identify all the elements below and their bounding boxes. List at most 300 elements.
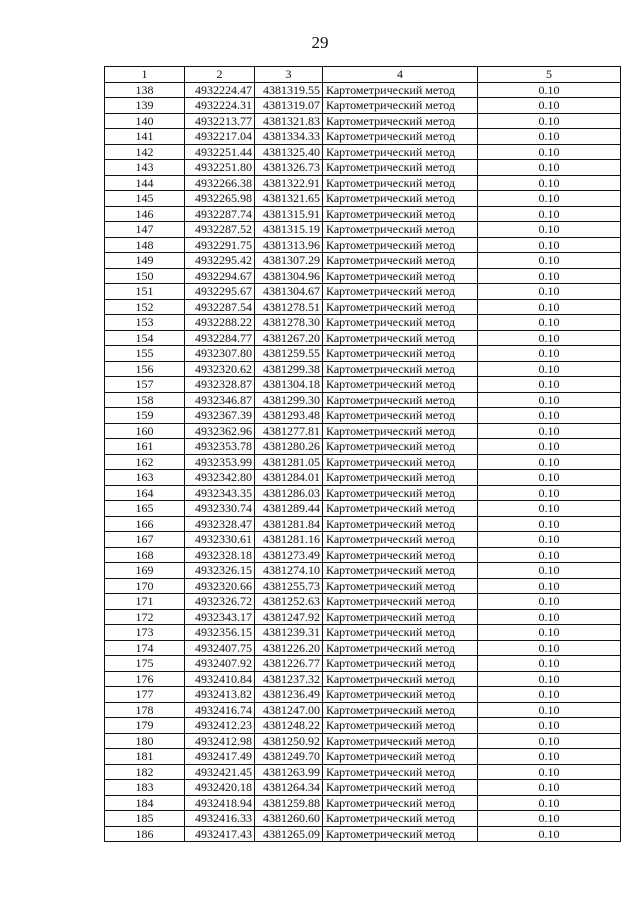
x-coordinate-cell: 4932294.67 — [185, 268, 255, 284]
accuracy-cell: 0.10 — [478, 98, 621, 114]
accuracy-cell: 0.10 — [478, 82, 621, 98]
x-coordinate-cell: 4932251.80 — [185, 160, 255, 176]
y-coordinate-cell: 4381274.10 — [255, 563, 323, 579]
x-coordinate-cell: 4932328.18 — [185, 547, 255, 563]
y-coordinate-cell: 4381250.92 — [255, 733, 323, 749]
accuracy-cell: 0.10 — [478, 516, 621, 532]
y-coordinate-cell: 4381247.92 — [255, 609, 323, 625]
y-coordinate-cell: 4381249.70 — [255, 749, 323, 765]
y-coordinate-cell: 4381226.20 — [255, 640, 323, 656]
x-coordinate-cell: 4932410.84 — [185, 671, 255, 687]
x-coordinate-cell: 4932326.15 — [185, 563, 255, 579]
table-row — [105, 439, 621, 455]
method-cell: Картометрический метод — [323, 470, 478, 486]
point-number-cell: 168 — [105, 547, 185, 563]
point-number-cell: 161 — [105, 439, 185, 455]
accuracy-cell: 0.10 — [478, 733, 621, 749]
point-number-cell: 167 — [105, 532, 185, 548]
y-coordinate-cell: 4381299.38 — [255, 361, 323, 377]
column-header: 5 — [478, 67, 621, 83]
y-coordinate-cell: 4381322.91 — [255, 175, 323, 191]
method-cell: Картометрический метод — [323, 454, 478, 470]
x-coordinate-cell: 4932307.80 — [185, 346, 255, 362]
method-cell: Картометрический метод — [323, 392, 478, 408]
y-coordinate-cell: 4381315.91 — [255, 206, 323, 222]
point-number-cell: 139 — [105, 98, 185, 114]
table-row — [105, 284, 621, 300]
x-coordinate-cell: 4932417.43 — [185, 826, 255, 842]
accuracy-cell: 0.10 — [478, 501, 621, 517]
x-coordinate-cell: 4932328.47 — [185, 516, 255, 532]
point-number-cell: 146 — [105, 206, 185, 222]
point-number-cell: 154 — [105, 330, 185, 346]
table-row — [105, 578, 621, 594]
method-cell: Картометрический метод — [323, 299, 478, 315]
x-coordinate-cell: 4932320.66 — [185, 578, 255, 594]
y-coordinate-cell: 4381321.83 — [255, 113, 323, 129]
x-coordinate-cell: 4932295.67 — [185, 284, 255, 300]
accuracy-cell: 0.10 — [478, 377, 621, 393]
method-cell: Картометрический метод — [323, 113, 478, 129]
x-coordinate-cell: 4932328.87 — [185, 377, 255, 393]
x-coordinate-cell: 4932217.04 — [185, 129, 255, 145]
accuracy-cell: 0.10 — [478, 268, 621, 284]
y-coordinate-cell: 4381325.40 — [255, 144, 323, 160]
x-coordinate-cell: 4932265.98 — [185, 191, 255, 207]
accuracy-cell: 0.10 — [478, 764, 621, 780]
accuracy-cell: 0.10 — [478, 811, 621, 827]
method-cell: Картометрический метод — [323, 206, 478, 222]
table-row — [105, 470, 621, 486]
point-number-cell: 172 — [105, 609, 185, 625]
point-number-cell: 171 — [105, 594, 185, 610]
y-coordinate-cell: 4381307.29 — [255, 253, 323, 269]
accuracy-cell: 0.10 — [478, 485, 621, 501]
point-number-cell: 142 — [105, 144, 185, 160]
method-cell: Картометрический метод — [323, 640, 478, 656]
y-coordinate-cell: 4381313.96 — [255, 237, 323, 253]
method-cell: Картометрический метод — [323, 594, 478, 610]
x-coordinate-cell: 4932295.42 — [185, 253, 255, 269]
y-coordinate-cell: 4381319.55 — [255, 82, 323, 98]
table-row — [105, 268, 621, 284]
column-header: 3 — [255, 67, 323, 83]
method-cell: Картометрический метод — [323, 129, 478, 145]
y-coordinate-cell: 4381226.77 — [255, 656, 323, 672]
accuracy-cell: 0.10 — [478, 237, 621, 253]
y-coordinate-cell: 4381267.20 — [255, 330, 323, 346]
y-coordinate-cell: 4381237.32 — [255, 671, 323, 687]
table-row — [105, 253, 621, 269]
table-row — [105, 609, 621, 625]
page-number: 29 — [311, 33, 329, 52]
accuracy-cell: 0.10 — [478, 408, 621, 424]
table-row — [105, 423, 621, 439]
method-cell: Картометрический метод — [323, 175, 478, 191]
method-cell: Картометрический метод — [323, 718, 478, 734]
y-coordinate-cell: 4381277.81 — [255, 423, 323, 439]
table-row — [105, 191, 621, 207]
accuracy-cell: 0.10 — [478, 470, 621, 486]
table-row — [105, 687, 621, 703]
method-cell: Картометрический метод — [323, 516, 478, 532]
y-coordinate-cell: 4381239.31 — [255, 625, 323, 641]
x-coordinate-cell: 4932291.75 — [185, 237, 255, 253]
table-row — [105, 160, 621, 176]
table-row — [105, 144, 621, 160]
point-number-cell: 156 — [105, 361, 185, 377]
accuracy-cell: 0.10 — [478, 191, 621, 207]
x-coordinate-cell: 4932266.38 — [185, 175, 255, 191]
table-row — [105, 749, 621, 765]
table-row — [105, 346, 621, 362]
table-row — [105, 718, 621, 734]
table-row — [105, 175, 621, 191]
accuracy-cell: 0.10 — [478, 780, 621, 796]
method-cell: Картометрический метод — [323, 191, 478, 207]
y-coordinate-cell: 4381252.63 — [255, 594, 323, 610]
point-number-cell: 150 — [105, 268, 185, 284]
point-number-cell: 145 — [105, 191, 185, 207]
y-coordinate-cell: 4381255.73 — [255, 578, 323, 594]
y-coordinate-cell: 4381278.51 — [255, 299, 323, 315]
point-number-cell: 144 — [105, 175, 185, 191]
method-cell: Картометрический метод — [323, 795, 478, 811]
method-cell: Картометрический метод — [323, 377, 478, 393]
x-coordinate-cell: 4932288.22 — [185, 315, 255, 331]
column-header: 4 — [323, 67, 478, 83]
y-coordinate-cell: 4381281.05 — [255, 454, 323, 470]
table-body — [105, 82, 621, 842]
y-coordinate-cell: 4381284.01 — [255, 470, 323, 486]
y-coordinate-cell: 4381278.30 — [255, 315, 323, 331]
y-coordinate-cell: 4381299.30 — [255, 392, 323, 408]
y-coordinate-cell: 4381259.88 — [255, 795, 323, 811]
accuracy-cell: 0.10 — [478, 656, 621, 672]
x-coordinate-cell: 4932353.78 — [185, 439, 255, 455]
x-coordinate-cell: 4932407.75 — [185, 640, 255, 656]
accuracy-cell: 0.10 — [478, 640, 621, 656]
coordinates-table — [104, 66, 621, 842]
accuracy-cell: 0.10 — [478, 749, 621, 765]
table-row — [105, 811, 621, 827]
accuracy-cell: 0.10 — [478, 222, 621, 238]
accuracy-cell: 0.10 — [478, 687, 621, 703]
table-row — [105, 392, 621, 408]
x-coordinate-cell: 4932326.72 — [185, 594, 255, 610]
method-cell: Картометрический метод — [323, 764, 478, 780]
table-row — [105, 98, 621, 114]
x-coordinate-cell: 4932224.47 — [185, 82, 255, 98]
point-number-cell: 158 — [105, 392, 185, 408]
method-cell: Картометрический метод — [323, 485, 478, 501]
table-row — [105, 594, 621, 610]
y-coordinate-cell: 4381289.44 — [255, 501, 323, 517]
table-row — [105, 563, 621, 579]
method-cell: Картометрический метод — [323, 733, 478, 749]
accuracy-cell: 0.10 — [478, 113, 621, 129]
method-cell: Картометрический метод — [323, 826, 478, 842]
y-coordinate-cell: 4381236.49 — [255, 687, 323, 703]
y-coordinate-cell: 4381315.19 — [255, 222, 323, 238]
header-row — [105, 67, 621, 83]
accuracy-cell: 0.10 — [478, 454, 621, 470]
y-coordinate-cell: 4381247.00 — [255, 702, 323, 718]
accuracy-cell: 0.10 — [478, 284, 621, 300]
point-number-cell: 169 — [105, 563, 185, 579]
method-cell: Картометрический метод — [323, 811, 478, 827]
x-coordinate-cell: 4932356.15 — [185, 625, 255, 641]
point-number-cell: 180 — [105, 733, 185, 749]
point-number-cell: 157 — [105, 377, 185, 393]
point-number-cell: 175 — [105, 656, 185, 672]
point-number-cell: 165 — [105, 501, 185, 517]
x-coordinate-cell: 4932413.82 — [185, 687, 255, 703]
accuracy-cell: 0.10 — [478, 718, 621, 734]
y-coordinate-cell: 4381273.49 — [255, 547, 323, 563]
method-cell: Картометрический метод — [323, 237, 478, 253]
point-number-cell: 140 — [105, 113, 185, 129]
point-number-cell: 182 — [105, 764, 185, 780]
accuracy-cell: 0.10 — [478, 625, 621, 641]
table-row — [105, 454, 621, 470]
accuracy-cell: 0.10 — [478, 671, 621, 687]
point-number-cell: 179 — [105, 718, 185, 734]
table-row — [105, 780, 621, 796]
method-cell: Картометрический метод — [323, 361, 478, 377]
x-coordinate-cell: 4932367.39 — [185, 408, 255, 424]
y-coordinate-cell: 4381248.22 — [255, 718, 323, 734]
point-number-cell: 159 — [105, 408, 185, 424]
point-number-cell: 164 — [105, 485, 185, 501]
y-coordinate-cell: 4381304.67 — [255, 284, 323, 300]
y-coordinate-cell: 4381260.60 — [255, 811, 323, 827]
table-row — [105, 330, 621, 346]
x-coordinate-cell: 4932420.18 — [185, 780, 255, 796]
point-number-cell: 149 — [105, 253, 185, 269]
table-row — [105, 516, 621, 532]
table-row — [105, 826, 621, 842]
x-coordinate-cell: 4932342.80 — [185, 470, 255, 486]
table-row — [105, 377, 621, 393]
method-cell: Картометрический метод — [323, 547, 478, 563]
method-cell: Картометрический метод — [323, 671, 478, 687]
accuracy-cell: 0.10 — [478, 594, 621, 610]
y-coordinate-cell: 4381304.96 — [255, 268, 323, 284]
column-header: 2 — [185, 67, 255, 83]
x-coordinate-cell: 4932343.35 — [185, 485, 255, 501]
y-coordinate-cell: 4381281.84 — [255, 516, 323, 532]
x-coordinate-cell: 4932213.77 — [185, 113, 255, 129]
table-row — [105, 795, 621, 811]
method-cell: Картометрический метод — [323, 439, 478, 455]
method-cell: Картометрический метод — [323, 609, 478, 625]
table-row — [105, 113, 621, 129]
table-row — [105, 82, 621, 98]
accuracy-cell: 0.10 — [478, 609, 621, 625]
accuracy-cell: 0.10 — [478, 346, 621, 362]
point-number-cell: 141 — [105, 129, 185, 145]
method-cell: Картометрический метод — [323, 501, 478, 517]
table-row — [105, 532, 621, 548]
table-row — [105, 222, 621, 238]
x-coordinate-cell: 4932343.17 — [185, 609, 255, 625]
y-coordinate-cell: 4381263.99 — [255, 764, 323, 780]
accuracy-cell: 0.10 — [478, 361, 621, 377]
table-row — [105, 315, 621, 331]
point-number-cell: 160 — [105, 423, 185, 439]
method-cell: Картометрический метод — [323, 532, 478, 548]
x-coordinate-cell: 4932224.31 — [185, 98, 255, 114]
method-cell: Картометрический метод — [323, 578, 478, 594]
x-coordinate-cell: 4932416.33 — [185, 811, 255, 827]
x-coordinate-cell: 4932421.45 — [185, 764, 255, 780]
column-header: 1 — [105, 67, 185, 83]
method-cell: Картометрический метод — [323, 144, 478, 160]
method-cell: Картометрический метод — [323, 268, 478, 284]
table-row — [105, 206, 621, 222]
point-number-cell: 174 — [105, 640, 185, 656]
y-coordinate-cell: 4381280.26 — [255, 439, 323, 455]
method-cell: Картометрический метод — [323, 780, 478, 796]
table-row — [105, 129, 621, 145]
y-coordinate-cell: 4381319.07 — [255, 98, 323, 114]
point-number-cell: 163 — [105, 470, 185, 486]
table-row — [105, 237, 621, 253]
point-number-cell: 185 — [105, 811, 185, 827]
x-coordinate-cell: 4932417.49 — [185, 749, 255, 765]
point-number-cell: 178 — [105, 702, 185, 718]
y-coordinate-cell: 4381334.33 — [255, 129, 323, 145]
accuracy-cell: 0.10 — [478, 532, 621, 548]
table-row — [105, 485, 621, 501]
x-coordinate-cell: 4932284.77 — [185, 330, 255, 346]
method-cell: Картометрический метод — [323, 253, 478, 269]
point-number-cell: 138 — [105, 82, 185, 98]
x-coordinate-cell: 4932412.98 — [185, 733, 255, 749]
accuracy-cell: 0.10 — [478, 795, 621, 811]
method-cell: Картометрический метод — [323, 315, 478, 331]
x-coordinate-cell: 4932416.74 — [185, 702, 255, 718]
method-cell: Картометрический метод — [323, 563, 478, 579]
x-coordinate-cell: 4932353.99 — [185, 454, 255, 470]
accuracy-cell: 0.10 — [478, 315, 621, 331]
y-coordinate-cell: 4381321.65 — [255, 191, 323, 207]
point-number-cell: 181 — [105, 749, 185, 765]
accuracy-cell: 0.10 — [478, 392, 621, 408]
y-coordinate-cell: 4381281.16 — [255, 532, 323, 548]
y-coordinate-cell: 4381326.73 — [255, 160, 323, 176]
x-coordinate-cell: 4932287.54 — [185, 299, 255, 315]
method-cell: Картометрический метод — [323, 687, 478, 703]
point-number-cell: 148 — [105, 237, 185, 253]
method-cell: Картометрический метод — [323, 98, 478, 114]
accuracy-cell: 0.10 — [478, 299, 621, 315]
x-coordinate-cell: 4932320.62 — [185, 361, 255, 377]
x-coordinate-cell: 4932251.44 — [185, 144, 255, 160]
y-coordinate-cell: 4381293.48 — [255, 408, 323, 424]
accuracy-cell: 0.10 — [478, 439, 621, 455]
method-cell: Картометрический метод — [323, 408, 478, 424]
point-number-cell: 152 — [105, 299, 185, 315]
accuracy-cell: 0.10 — [478, 563, 621, 579]
table-row — [105, 501, 621, 517]
x-coordinate-cell: 4932346.87 — [185, 392, 255, 408]
y-coordinate-cell: 4381264.34 — [255, 780, 323, 796]
table-row — [105, 671, 621, 687]
method-cell: Картометрический метод — [323, 625, 478, 641]
accuracy-cell: 0.10 — [478, 330, 621, 346]
point-number-cell: 143 — [105, 160, 185, 176]
point-number-cell: 147 — [105, 222, 185, 238]
y-coordinate-cell: 4381304.18 — [255, 377, 323, 393]
accuracy-cell: 0.10 — [478, 175, 621, 191]
method-cell: Картометрический метод — [323, 284, 478, 300]
method-cell: Картометрический метод — [323, 330, 478, 346]
accuracy-cell: 0.10 — [478, 206, 621, 222]
x-coordinate-cell: 4932418.94 — [185, 795, 255, 811]
accuracy-cell: 0.10 — [478, 547, 621, 563]
accuracy-cell: 0.10 — [478, 702, 621, 718]
table-row — [105, 702, 621, 718]
x-coordinate-cell: 4932407.92 — [185, 656, 255, 672]
accuracy-cell: 0.10 — [478, 253, 621, 269]
y-coordinate-cell: 4381259.55 — [255, 346, 323, 362]
point-number-cell: 173 — [105, 625, 185, 641]
table-row — [105, 361, 621, 377]
point-number-cell: 183 — [105, 780, 185, 796]
method-cell: Картометрический метод — [323, 749, 478, 765]
x-coordinate-cell: 4932412.23 — [185, 718, 255, 734]
point-number-cell: 162 — [105, 454, 185, 470]
y-coordinate-cell: 4381265.09 — [255, 826, 323, 842]
point-number-cell: 153 — [105, 315, 185, 331]
x-coordinate-cell: 4932330.61 — [185, 532, 255, 548]
x-coordinate-cell: 4932362.96 — [185, 423, 255, 439]
accuracy-cell: 0.10 — [478, 423, 621, 439]
y-coordinate-cell: 4381286.03 — [255, 485, 323, 501]
method-cell: Картометрический метод — [323, 82, 478, 98]
x-coordinate-cell: 4932330.74 — [185, 501, 255, 517]
method-cell: Картометрический метод — [323, 423, 478, 439]
accuracy-cell: 0.10 — [478, 160, 621, 176]
table-row — [105, 625, 621, 641]
point-number-cell: 176 — [105, 671, 185, 687]
point-number-cell: 186 — [105, 826, 185, 842]
point-number-cell: 184 — [105, 795, 185, 811]
table-row — [105, 547, 621, 563]
point-number-cell: 166 — [105, 516, 185, 532]
x-coordinate-cell: 4932287.74 — [185, 206, 255, 222]
x-coordinate-cell: 4932287.52 — [185, 222, 255, 238]
table-row — [105, 408, 621, 424]
accuracy-cell: 0.10 — [478, 578, 621, 594]
point-number-cell: 170 — [105, 578, 185, 594]
point-number-cell: 151 — [105, 284, 185, 300]
table-row — [105, 733, 621, 749]
table-row — [105, 640, 621, 656]
table-row — [105, 656, 621, 672]
method-cell: Картометрический метод — [323, 222, 478, 238]
method-cell: Картометрический метод — [323, 656, 478, 672]
table-row — [105, 299, 621, 315]
accuracy-cell: 0.10 — [478, 144, 621, 160]
accuracy-cell: 0.10 — [478, 129, 621, 145]
point-number-cell: 155 — [105, 346, 185, 362]
table-row — [105, 764, 621, 780]
accuracy-cell: 0.10 — [478, 826, 621, 842]
method-cell: Картометрический метод — [323, 346, 478, 362]
